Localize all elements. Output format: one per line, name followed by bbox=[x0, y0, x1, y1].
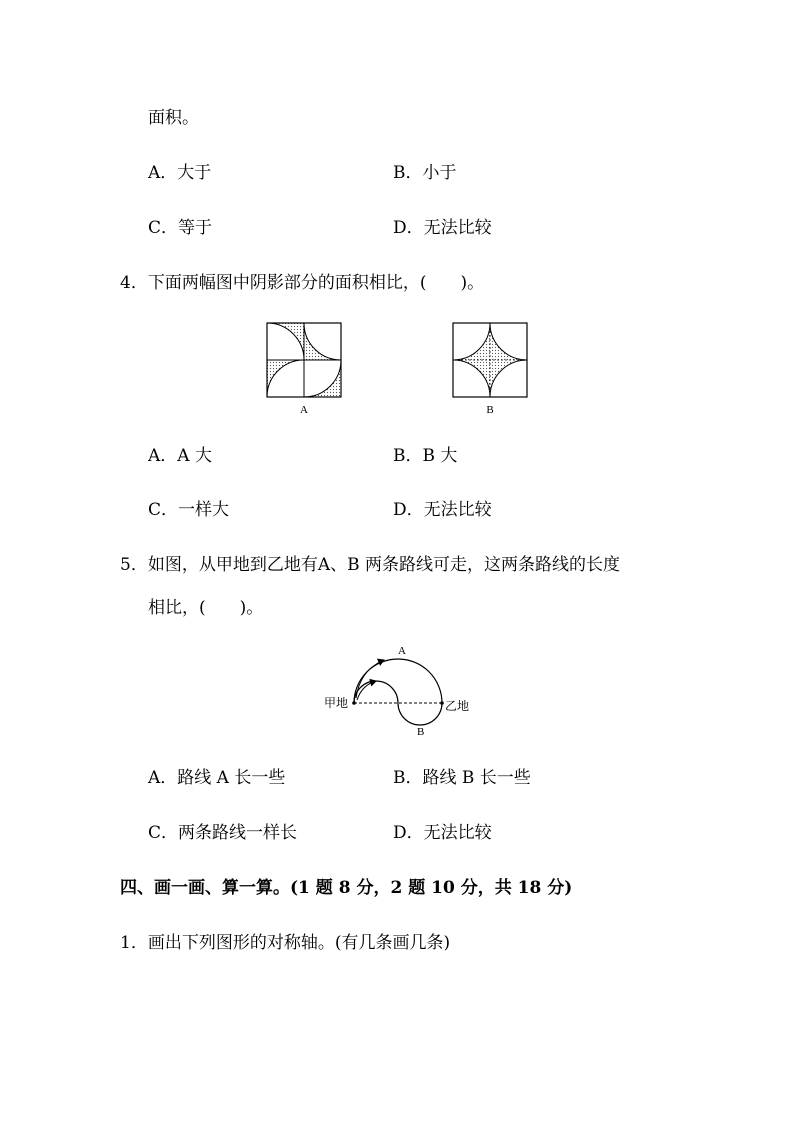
q5-option-b[interactable]: B．路线 B 长一些 bbox=[393, 768, 531, 788]
route-end-label: 乙地 bbox=[445, 699, 470, 713]
route-b-label: B bbox=[417, 726, 425, 738]
q4-figure-a bbox=[266, 322, 344, 418]
route-start-label: 甲地 bbox=[324, 696, 349, 710]
q4-option-d[interactable]: D．无法比较 bbox=[393, 500, 492, 520]
figure-b-label: B bbox=[486, 404, 494, 416]
q5-stem-line2: 相比，( )。 bbox=[148, 598, 264, 618]
q5-option-c[interactable]: C．两条路线一样长 bbox=[148, 823, 298, 843]
q4-stem: 4．下面两幅图中阴影部分的面积相比，( )。 bbox=[120, 273, 485, 293]
q5-option-d[interactable]: D．无法比较 bbox=[393, 823, 492, 843]
q4-option-b[interactable]: B．B 大 bbox=[393, 446, 458, 466]
section-4-q1: 1．画出下列图形的对称轴。(有几条画几条) bbox=[120, 933, 451, 953]
route-a-label: A bbox=[398, 645, 406, 657]
figure-a-label: A bbox=[300, 404, 308, 416]
q5-option-a[interactable]: A．路线 A 长一些 bbox=[148, 768, 286, 788]
q3-option-b[interactable]: B．小于 bbox=[393, 163, 457, 183]
q5-stem-line1: 5．如图，从甲地到乙地有A、B 两条路线可走，这两条路线的长度 bbox=[120, 555, 620, 575]
q3-option-d[interactable]: D．无法比较 bbox=[393, 218, 492, 238]
q3-option-a[interactable]: A．大于 bbox=[148, 163, 212, 183]
q4-option-c[interactable]: C．一样大 bbox=[148, 500, 230, 520]
intro-text: 面积。 bbox=[148, 108, 199, 128]
section-4-heading: 四、画一画、算一算。(1 题 8 分，2 题 10 分，共 18 分) bbox=[120, 878, 573, 898]
q4-option-a[interactable]: A．A 大 bbox=[148, 446, 212, 466]
q3-option-c[interactable]: C．等于 bbox=[148, 218, 213, 238]
q5-route-figure bbox=[320, 640, 480, 740]
q4-figure-b bbox=[452, 322, 530, 418]
